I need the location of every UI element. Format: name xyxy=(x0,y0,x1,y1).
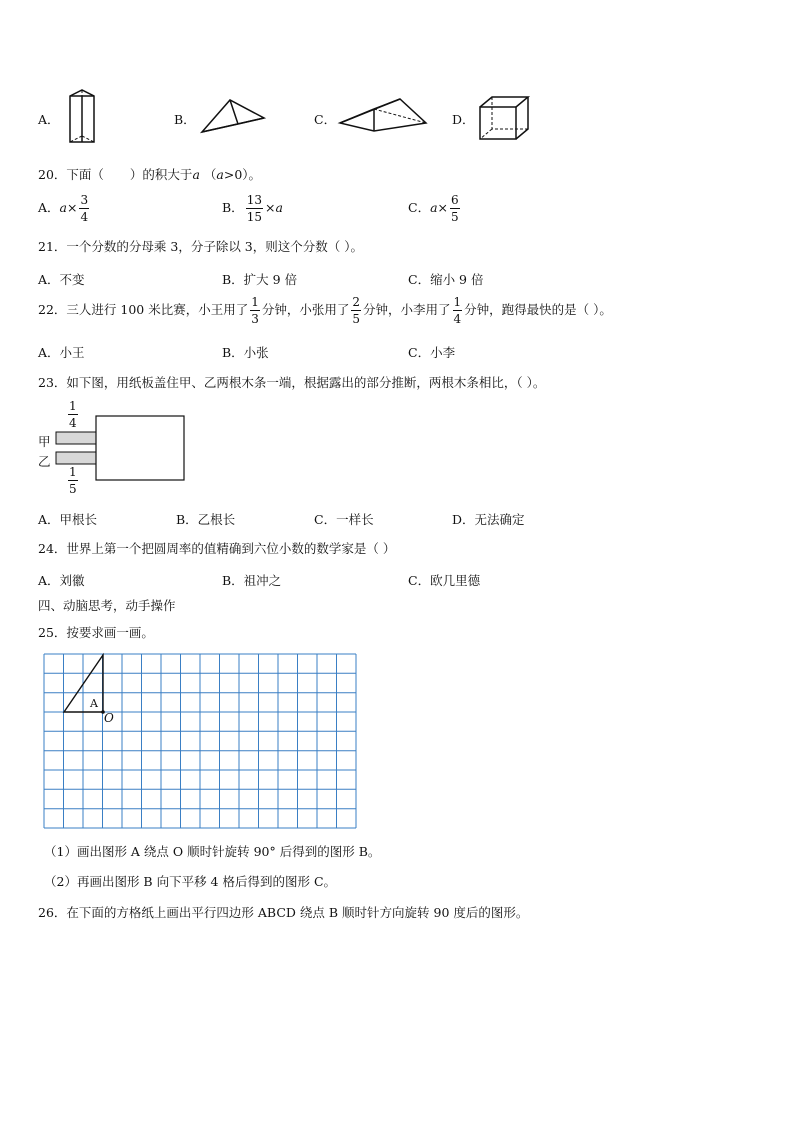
cube-icon xyxy=(478,95,530,141)
q19-option-d-label: D． xyxy=(452,112,475,127)
q22-question: 22．三人进行 100 米比赛，小王用了 $\frac{1}{3}$ 分钟，小张用了 $\frac{2}{5}$ 分钟，小李用了 $\frac{1}{4}$ 分钟，跑得最快的是（ ）。 xyxy=(38,295,612,326)
q23-option-d: D．无法确定 xyxy=(452,512,525,527)
q24-option-c: C．欧几里德 xyxy=(408,573,481,588)
label-o: O xyxy=(104,711,114,725)
q24-option-b: B．祖冲之 xyxy=(222,573,282,588)
q23-label-yi: 乙 xyxy=(38,454,51,469)
q19-option-a-label: A． xyxy=(38,112,60,127)
q19-option-c-label: C． xyxy=(314,112,337,127)
q21-option-b: B．扩大 9 倍 xyxy=(222,272,298,287)
tall-prism-icon xyxy=(66,88,100,148)
triangular-pyramid-icon xyxy=(200,98,268,136)
q24-question: 24．世界上第一个把圆周率的值精确到六位小数的数学家是（ ） xyxy=(38,541,396,556)
fraction: $\frac{13}{15}$ xyxy=(246,193,262,224)
q25-step-2: （2）再画出图形 B 向下平移 4 格后得到的图形 C。 xyxy=(44,874,337,889)
q19-option-b-label: B． xyxy=(174,112,196,127)
q23-label-jia: 甲 xyxy=(38,434,51,449)
q24-option-a: A．刘徽 xyxy=(38,573,85,588)
q25-grid xyxy=(44,654,360,830)
q23-bottom-fraction: $\frac{1}{5}$ xyxy=(69,465,77,496)
q21-option-a: A．不变 xyxy=(38,272,85,287)
fraction: $\frac{6}{5}$ xyxy=(451,193,459,224)
q26-question: 26．在下面的方格纸上画出平行四边形 ABCD 绕点 B 顺时针方向旋转 90 度后的图形。 xyxy=(38,905,529,920)
q22-option-b: B．小张 xyxy=(222,345,269,360)
q23-option-b: B．乙根长 xyxy=(176,512,236,527)
q23-option-c: C．一样长 xyxy=(314,512,374,527)
q23-top-fraction: $\frac{1}{4}$ xyxy=(69,399,77,430)
q20-option-b: B． $\frac{13}{15}$ ×a xyxy=(222,193,283,224)
label-a: A xyxy=(90,697,98,710)
q23-question: 23．如下图，用纸板盖住甲、乙两根木条一端，根据露出的部分推断，两根木条相比，（ ）。 xyxy=(38,375,546,390)
fraction: $\frac{1}{4}$ xyxy=(453,295,462,326)
q22-option-a: A．小王 xyxy=(38,345,85,360)
fraction: $\frac{3}{4}$ xyxy=(80,193,89,224)
fraction: $\frac{2}{5}$ xyxy=(352,295,361,326)
q25-step-1: （1）画出图形 A 绕点 O 顺时针旋转 90° 后得到的图形 B。 xyxy=(44,844,381,859)
fraction: $\frac{1}{3}$ xyxy=(251,295,259,326)
section-title: 四、动脑思考，动手操作 xyxy=(38,598,176,613)
q22-option-c: C．小李 xyxy=(408,345,456,360)
q20-question: 20．下面（ ）的积大于a （a>0）。 xyxy=(38,167,262,182)
q21-question: 21．一个分数的分母乘 3，分子除以 3，则这个分数（ ）。 xyxy=(38,239,363,254)
q20-option-c: C．a× $\frac{6}{5}$ xyxy=(408,193,459,224)
q21-option-c: C．缩小 9 倍 xyxy=(408,272,484,287)
q25-question: 25．按要求画一画。 xyxy=(38,625,154,640)
q20-option-a: A．a× $\frac{3}{4}$ xyxy=(38,193,89,224)
flat-triangular-prism-icon xyxy=(338,97,430,135)
q23-option-a: A．甲根长 xyxy=(38,512,98,527)
